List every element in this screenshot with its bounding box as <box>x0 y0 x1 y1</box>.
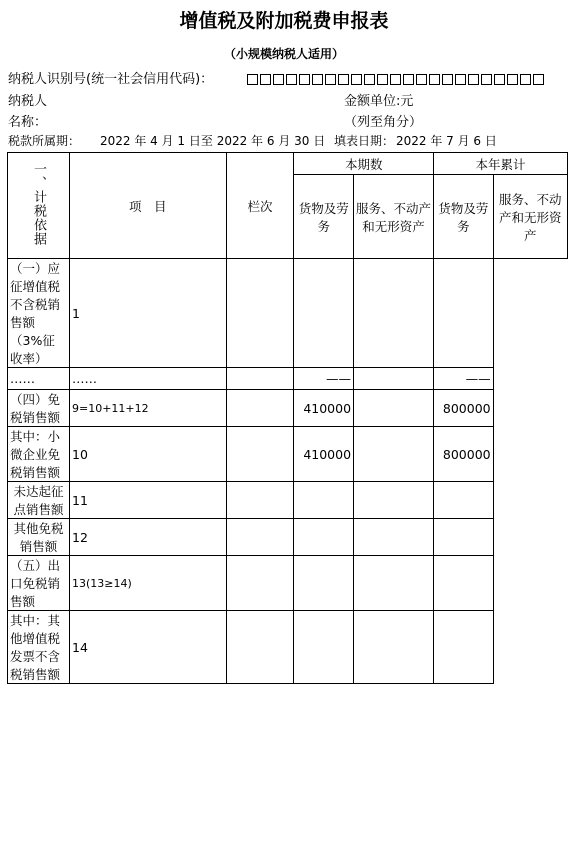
header-cur-goods: 货物及劳务 <box>294 175 354 259</box>
cell-ytd-goods[interactable] <box>354 368 434 390</box>
header-cur-services: 服务、不动产和无形资产 <box>354 175 434 259</box>
table-row <box>8 390 568 427</box>
id-digit-box[interactable] <box>481 74 492 85</box>
row-item: （五）出口免税销售额 <box>8 556 70 611</box>
header-current-period: 本期数 <box>294 153 434 175</box>
cell-ytd-goods[interactable] <box>354 556 434 611</box>
cell-ytd-goods[interactable] <box>354 482 434 519</box>
cell-ytd-services[interactable] <box>434 259 494 368</box>
id-digit-box[interactable] <box>455 74 466 85</box>
cell-ytd-goods[interactable] <box>354 519 434 556</box>
id-digit-box[interactable] <box>468 74 479 85</box>
row-item: （四）免税销售额 <box>8 390 70 427</box>
id-digit-box[interactable] <box>325 74 336 85</box>
form-subtitle: （小规模纳税人适用） <box>223 47 344 61</box>
cell-ytd-services[interactable]: —— <box>434 368 494 390</box>
cell-ytd-services[interactable] <box>434 611 494 684</box>
id-digit-box[interactable] <box>351 74 362 85</box>
id-digit-box[interactable] <box>312 74 323 85</box>
taxpayer-id-boxes[interactable] <box>247 69 546 88</box>
id-digit-box[interactable] <box>299 74 310 85</box>
cell-cur-services[interactable] <box>294 519 354 556</box>
header-column-no: 栏次 <box>226 153 294 259</box>
amount-unit-note: （列至角分） <box>344 115 423 130</box>
id-digit-box[interactable] <box>494 74 505 85</box>
row-column-no: 11 <box>70 482 227 519</box>
cell-cur-services[interactable]: —— <box>294 368 354 390</box>
header-item: 项 目 <box>70 153 227 259</box>
id-digit-box[interactable] <box>416 74 427 85</box>
header-year-to-date: 本年累计 <box>434 153 568 175</box>
id-digit-box[interactable] <box>403 74 414 85</box>
cell-ytd-services[interactable]: 800000 <box>434 390 494 427</box>
cell-ytd-services[interactable]: 800000 <box>434 427 494 482</box>
cell-cur-services[interactable] <box>294 482 354 519</box>
period-value: 2022 年 4 月 1 日至 2022 年 6 月 30 日 <box>100 134 326 148</box>
cell-cur-goods[interactable] <box>226 482 294 519</box>
cell-ytd-goods[interactable] <box>354 427 434 482</box>
row-item: 其他免税销售额 <box>8 519 70 556</box>
table-row <box>8 482 568 519</box>
id-digit-box[interactable] <box>507 74 518 85</box>
section-label: 一、计税依据 <box>31 162 46 246</box>
row-item: （一）应征增值税不含税销售额（3%征收率） <box>8 259 70 368</box>
cell-ytd-goods[interactable] <box>354 259 434 368</box>
table-row <box>8 519 568 556</box>
cell-ytd-services[interactable] <box>434 482 494 519</box>
cell-cur-goods[interactable] <box>226 390 294 427</box>
id-digit-box[interactable] <box>273 74 284 85</box>
table-row <box>8 556 568 611</box>
cell-cur-services[interactable] <box>294 556 354 611</box>
row-column-no: 14 <box>70 611 227 684</box>
row-item: 其中：其他增值税发票不含税销售额 <box>8 611 70 684</box>
cell-ytd-services[interactable] <box>434 519 494 556</box>
row-item: 未达起征点销售额 <box>8 482 70 519</box>
row-column-no: …… <box>70 368 227 390</box>
period-label: 税款所属期： <box>8 134 81 148</box>
fill-date-label: 填表日期： <box>334 134 395 148</box>
row-column-no: 12 <box>70 519 227 556</box>
cell-cur-services[interactable] <box>294 259 354 368</box>
cell-cur-goods[interactable] <box>226 259 294 368</box>
declaration-table <box>7 152 568 684</box>
taxpayer-id-label: 纳税人识别号(统一社会信用代码)： <box>8 72 214 87</box>
id-digit-box[interactable] <box>390 74 401 85</box>
header-ytd-services: 服务、不动产和无形资产 <box>493 175 567 259</box>
row-column-no: 13(13≥14) <box>70 556 227 611</box>
row-column-no: 9=10+11+12 <box>70 390 227 427</box>
row-column-no: 10 <box>70 427 227 482</box>
id-digit-box[interactable] <box>533 74 544 85</box>
cell-ytd-goods[interactable] <box>354 611 434 684</box>
form-title: 增值税及附加税费申报表 <box>179 10 389 32</box>
id-digit-box[interactable] <box>338 74 349 85</box>
id-digit-box[interactable] <box>377 74 388 85</box>
row-column-no: 1 <box>70 259 227 368</box>
table-row <box>8 368 568 390</box>
taxpayer-name-label-2: 名称： <box>8 115 48 130</box>
cell-cur-goods[interactable] <box>226 556 294 611</box>
taxpayer-name-label-1: 纳税人 <box>8 94 48 109</box>
cell-cur-goods[interactable] <box>226 427 294 482</box>
cell-ytd-services[interactable] <box>434 556 494 611</box>
cell-cur-goods[interactable] <box>226 368 294 390</box>
id-digit-box[interactable] <box>520 74 531 85</box>
cell-cur-services[interactable] <box>294 611 354 684</box>
id-digit-box[interactable] <box>247 74 258 85</box>
cell-cur-services[interactable]: 410000 <box>294 390 354 427</box>
id-digit-box[interactable] <box>429 74 440 85</box>
table-row <box>8 611 568 684</box>
table-row <box>8 427 568 482</box>
cell-cur-services[interactable]: 410000 <box>294 427 354 482</box>
cell-ytd-goods[interactable] <box>354 390 434 427</box>
cell-cur-goods[interactable] <box>226 519 294 556</box>
id-digit-box[interactable] <box>442 74 453 85</box>
amount-unit: 金额单位:元 <box>344 94 414 109</box>
table-row <box>8 259 568 368</box>
row-item: 其中：小微企业免税销售额 <box>8 427 70 482</box>
id-digit-box[interactable] <box>260 74 271 85</box>
fill-date-value: 2022 年 7 月 6 日 <box>396 134 497 148</box>
id-digit-box[interactable] <box>364 74 375 85</box>
section-cell <box>8 153 70 259</box>
header-ytd-goods: 货物及劳务 <box>434 175 494 259</box>
row-item: …… <box>8 368 70 390</box>
id-digit-box[interactable] <box>286 74 297 85</box>
cell-cur-goods[interactable] <box>226 611 294 684</box>
